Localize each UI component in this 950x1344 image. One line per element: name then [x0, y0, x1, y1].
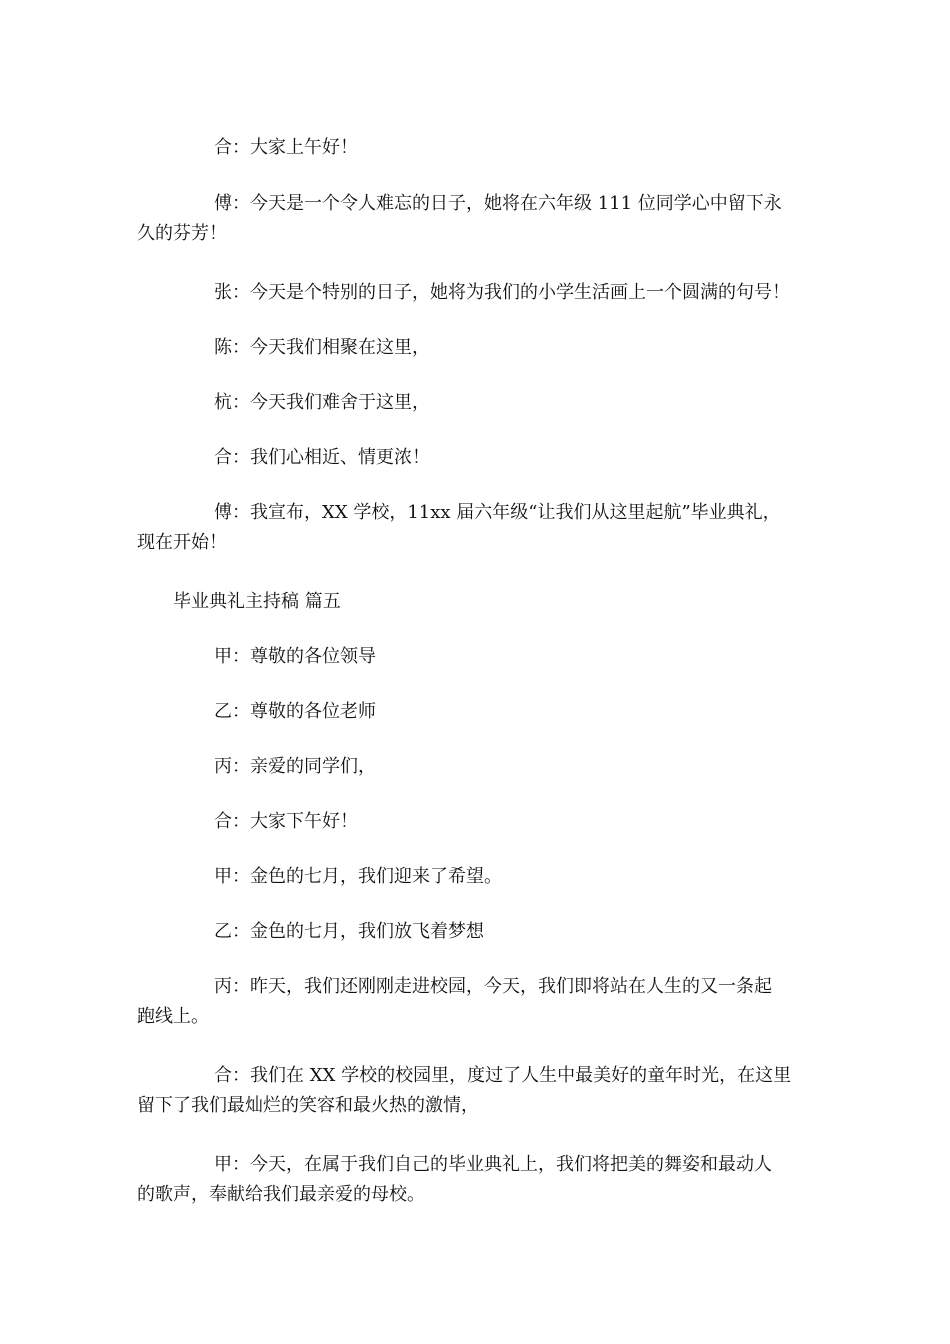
section-heading — [173, 587, 853, 617]
paragraph-line: 陈：今天我们相聚在这里， — [214, 337, 430, 358]
paragraph-line: 丙：昨天，我们还刚刚走进校园，今天，我们即将站在人生的又一条起 — [214, 976, 772, 997]
section-title: 毕业典礼主持稿 篇五 — [173, 591, 341, 612]
paragraph-jia-today — [137, 1150, 817, 1210]
paragraph-line: 留下了我们最灿烂的笑容和最火热的激情， — [137, 1095, 479, 1116]
paragraph-line: 合：我们心相近、情更浓！ — [214, 447, 430, 468]
paragraph-bing-students — [137, 752, 817, 782]
paragraph-together — [137, 443, 817, 473]
paragraph-line: 甲：金色的七月，我们迎来了希望。 — [214, 866, 502, 887]
paragraph-together-campus — [137, 1061, 817, 1121]
paragraph-line: 傅：我宣布，XX 学校，11xx 届六年级“让我们从这里起航”毕业典礼， — [214, 502, 781, 523]
paragraph-yi-teachers — [137, 697, 817, 727]
paragraph-jia-july — [137, 862, 817, 892]
paragraph-line: 乙：金色的七月，我们放飞着梦想 — [214, 921, 484, 942]
paragraph-chen — [137, 333, 817, 363]
paragraph-line: 甲：今天，在属于我们自己的毕业典礼上，我们将把美的舞姿和最动人 — [214, 1154, 772, 1175]
paragraph-greeting-afternoon — [137, 807, 817, 837]
paragraph-line: 合：我们在 XX 学校的校园里，度过了人生中最美好的童年时光，在这里 — [214, 1065, 792, 1086]
paragraph-line: 现在开始！ — [137, 532, 227, 553]
paragraph-line: 久的芬芳！ — [137, 223, 227, 244]
paragraph-hang — [137, 388, 817, 418]
paragraph-bing-yesterday — [137, 972, 817, 1032]
paragraph-zhang — [137, 278, 817, 308]
paragraph-line: 傅：今天是一个令人难忘的日子，她将在六年级 111 位同学心中留下永 — [214, 193, 782, 214]
paragraph-greeting-morning — [137, 133, 817, 163]
paragraph-yi-july — [137, 917, 817, 947]
paragraph-line: 丙：亲爱的同学们， — [214, 756, 376, 777]
paragraph-line: 的歌声，奉献给我们最亲爱的母校。 — [137, 1184, 425, 1205]
paragraph-fu-intro — [137, 189, 817, 249]
paragraph-line: 张：今天是个特别的日子，她将为我们的小学生活画上一个圆满的句号！ — [214, 282, 790, 303]
paragraph-line: 杭：今天我们难舍于这里， — [214, 392, 430, 413]
paragraph-line: 合：大家上午好！ — [214, 137, 358, 158]
paragraph-line: 乙：尊敬的各位老师 — [214, 701, 376, 722]
paragraph-jia-leaders — [137, 642, 817, 672]
paragraph-line: 合：大家下午好！ — [214, 811, 358, 832]
paragraph-line: 甲：尊敬的各位领导 — [214, 646, 376, 667]
paragraph-fu-announce — [137, 498, 817, 558]
paragraph-line: 跑线上。 — [137, 1006, 209, 1027]
